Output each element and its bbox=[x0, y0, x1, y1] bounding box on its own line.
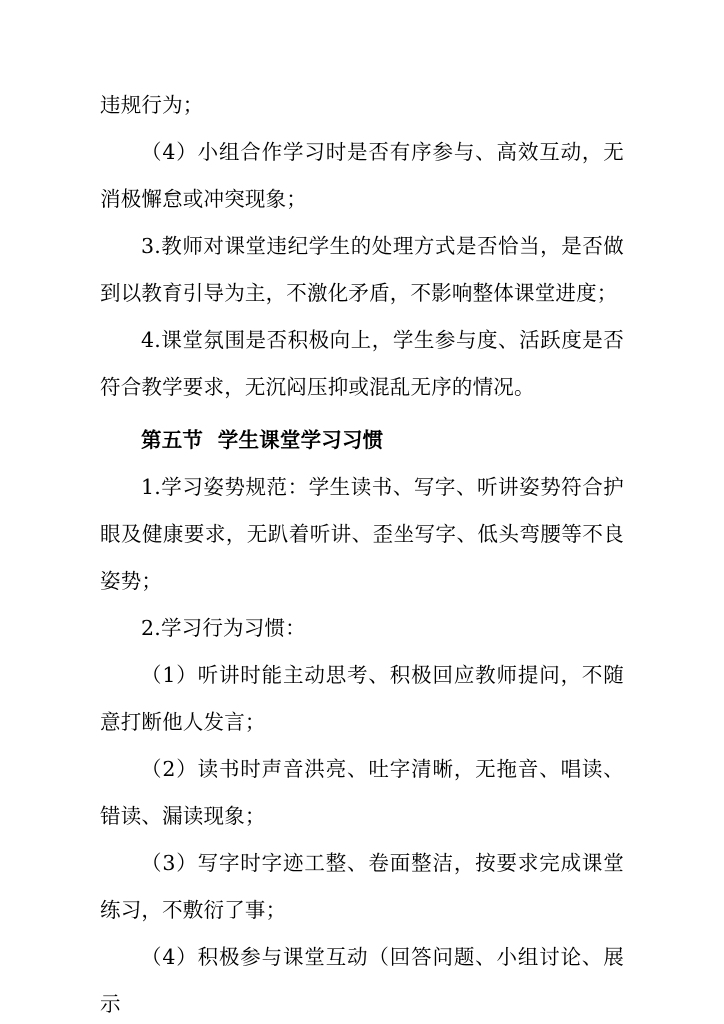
paragraph-item-1-posture: 1.学习姿势规范：学生读书、写字、听讲姿势符合护眼及健康要求，无趴着听讲、歪坐写字、低头弯腰等不良姿势； bbox=[100, 475, 624, 593]
paragraph-sub-item-2-reading: （2）读书时声音洪亮、吐字清晰，无拖音、唱读、错读、漏读现象； bbox=[100, 757, 624, 828]
document-body bbox=[100, 82, 624, 1024]
paragraph-continuation: 违规行为； bbox=[100, 93, 204, 117]
section-heading-five: 第五节 学生课堂学习习惯 bbox=[141, 428, 384, 452]
paragraph-item-4-group-study: （4）小组合作学习时是否有序参与、高效互动，无消极懈怠或冲突现象； bbox=[100, 140, 624, 211]
paragraph-item-3-teacher-handling: 3.教师对课堂违纪学生的处理方式是否恰当，是否做到以教育引导为主，不激化矛盾，不影响整体课堂进度； bbox=[100, 234, 624, 305]
paragraph-item-4-classroom-atmosphere: 4.课堂氛围是否积极向上，学生参与度、活跃度是否符合教学要求，无沉闷压抑或混乱无序的情况。 bbox=[100, 328, 624, 399]
paragraph-sub-item-1-listening: （1）听讲时能主动思考、积极回应教师提问，不随意打断他人发言； bbox=[100, 663, 624, 734]
paragraph-sub-item-3-writing: （3）写字时字迹工整、卷面整洁，按要求完成课堂练习，不敷衍了事； bbox=[100, 851, 624, 922]
paragraph-sub-item-4-interaction: （4）积极参与课堂互动（回答问题、小组讨论、展示 bbox=[100, 945, 624, 1016]
paragraph-item-2-study-habits: 2.学习行为习惯： bbox=[141, 616, 306, 640]
